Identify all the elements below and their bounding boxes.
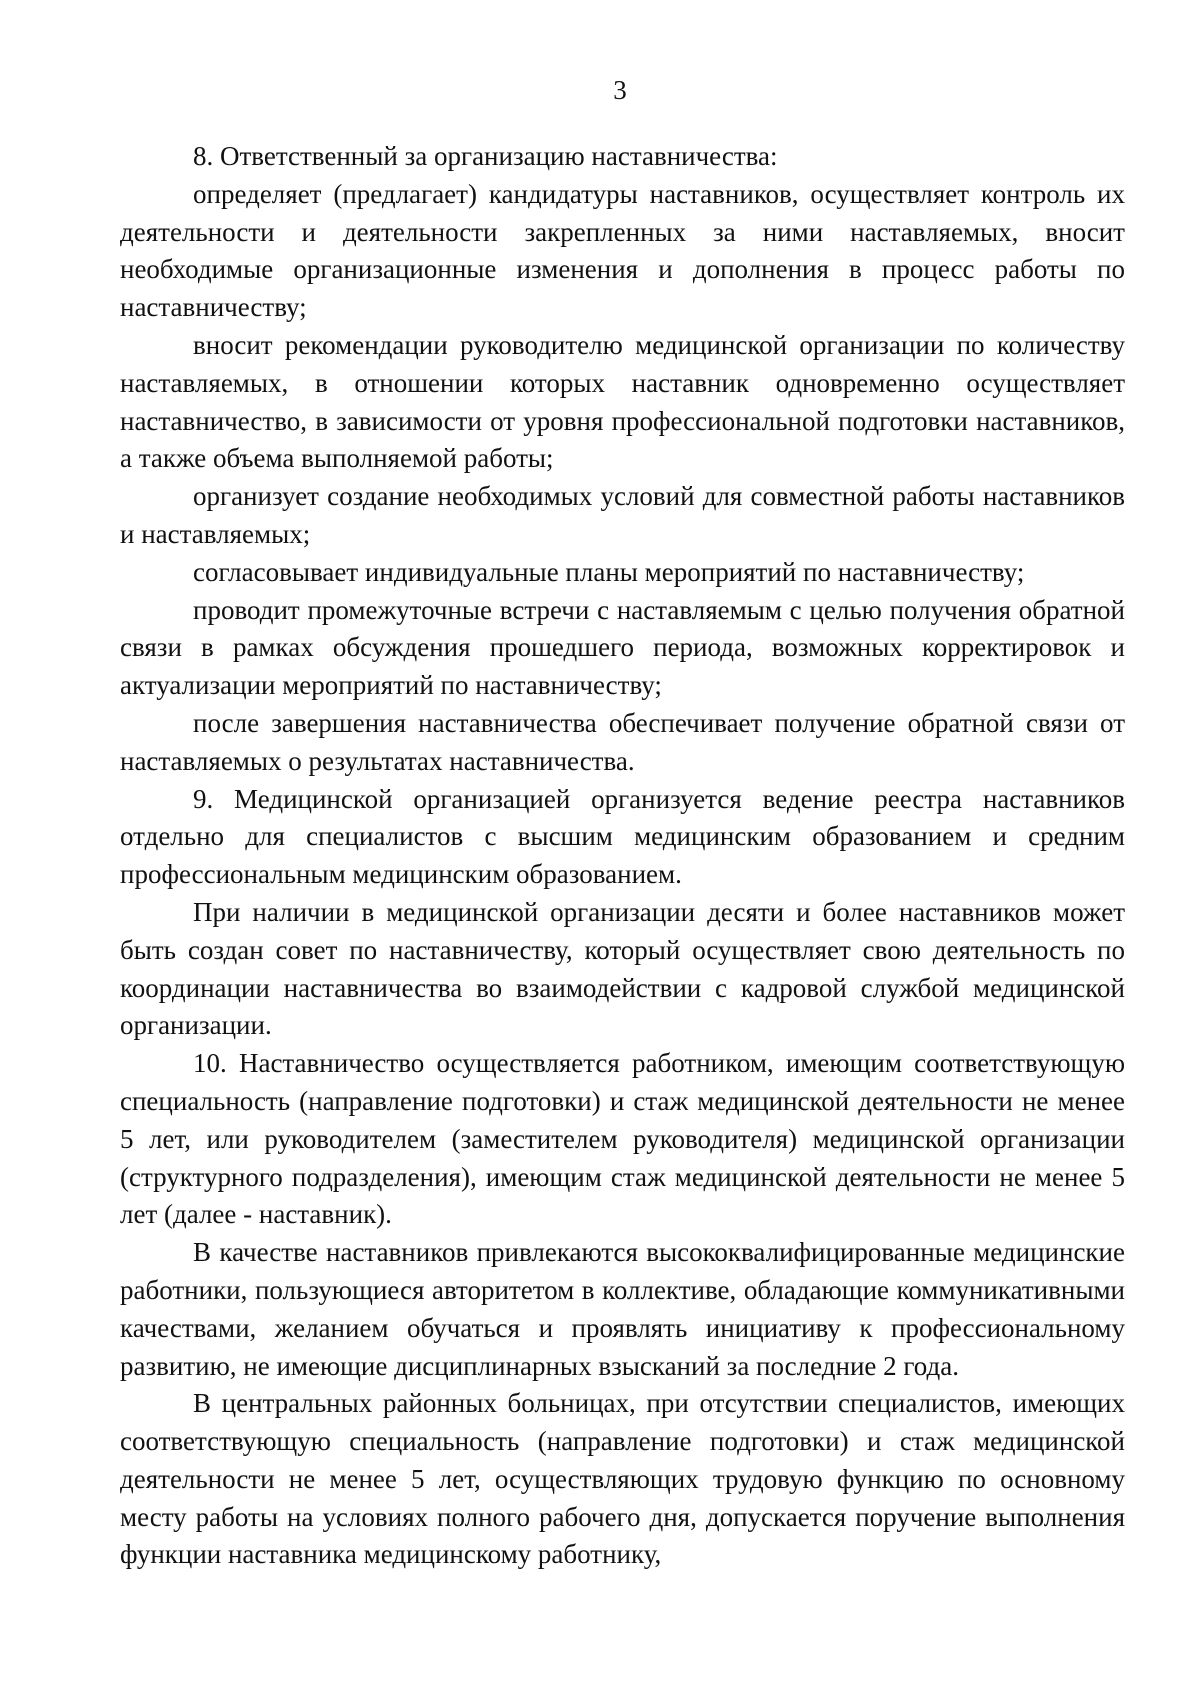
page-number: 3 — [613, 75, 627, 105]
paragraph-10-mentor-qualities: В качестве наставников привлекаются высококвалифицированные медицинские работники, пользующиеся авторитетом в коллективе, обладающие коммуникативными качествами, желанием обучаться и проявлять инициативу к профессиональному развитию, не имеющие дисциплинарных взысканий за последние 2 года. — [120, 1237, 1125, 1381]
paragraph-9-registry: 9. Медицинской организацией организуется ведение реестра наставников отдельно для специалистов с высшим медицинским образованием и средним профессиональным медицинским образованием. — [120, 783, 1125, 890]
paragraph-10-district-hospitals: В центральных районных больницах, при отсутствии специалистов, имеющих соответствующую специальность (направление подготовки) и стаж медицинской деятельности не менее 5 лет, осуществляющих трудовую функцию по основному месту работы на условиях полного рабочего дня, допускается поручение выполнения функции наставника медицинскому работнику, — [120, 1388, 1125, 1570]
paragraph-8-duty-candidates: определяет (предлагает) кандидатуры наставников, осуществляет контроль их деятельности и деятельности закрепленных за ними наставляемых, вносит необходимые организационные изменения и дополнения в процесс работы по наставничеству; — [120, 178, 1125, 323]
document-body — [120, 138, 1125, 1574]
paragraph-10-mentor-definition: 10. Наставничество осуществляется работником, имеющим соответствующую специальность (направление подготовки) и стаж медицинской деятельности не менее 5 лет, или руководителем (заместителем руководителя) медицинской организации (структурного подразделения), имеющим стаж медицинской деятельности не менее 5 лет (далее - наставник). — [120, 1048, 1125, 1230]
paragraph-8-duty-feedback: после завершения наставничества обеспечивает получение обратной связи от наставляемых о результатах наставничества. — [120, 707, 1125, 776]
paragraph-8-duty-meetings: проводит промежуточные встречи с наставляемым с целью получения обратной связи в рамках обсуждения прошедшего периода, возможных корректировок и актуализации мероприятий по наставничеству; — [120, 594, 1125, 701]
paragraph-9-council: При наличии в медицинской организации десяти и более наставников может быть создан совет по наставничеству, который осуществляет свою деятельность по координации наставничества во взаимодействии с кадровой службой медицинской организации. — [120, 896, 1125, 1041]
paragraph-8-duty-conditions: организует создание необходимых условий для совместной работы наставников и наставляемых; — [120, 481, 1125, 549]
paragraph-8-heading: 8. Ответственный за организацию наставничества: — [193, 141, 778, 171]
paragraph-8-duty-plans: согласовывает индивидуальные планы мероприятий по наставничеству; — [193, 556, 1025, 587]
paragraph-8-duty-recommendations: вносит рекомендации руководителю медицинской организации по количеству наставляемых, в отношении которых наставник одновременно осуществляет наставничество, в зависимости от уровня профессиональной подготовки наставников, а также объема выполняемой работы; — [120, 329, 1125, 474]
